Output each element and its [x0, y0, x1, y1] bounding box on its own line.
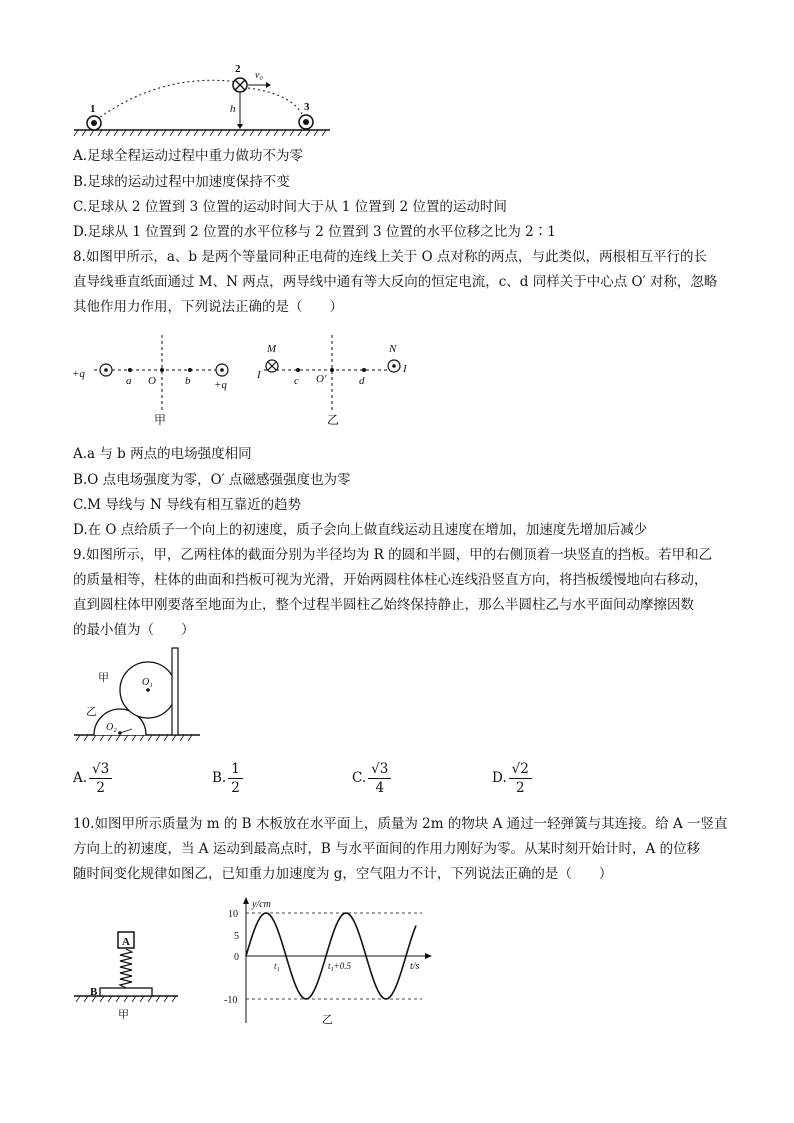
y-tick-neg10: -10 [224, 995, 238, 1006]
board-b [100, 988, 152, 996]
label-O: O [148, 375, 156, 387]
label-jia: 甲 [98, 672, 109, 684]
q9-stem-line-3: 直到圆柱体甲刚要落至地面为止，整个过程半圆柱乙始终保持静止，那么半圆柱乙与水平面间动摩擦因数 [73, 597, 694, 613]
caption-jia: 甲 [154, 413, 167, 427]
y-axis-label: y/cm [252, 899, 271, 910]
label-3: 3 [304, 101, 310, 113]
ball-2-icon [233, 78, 247, 92]
label-b: b [185, 375, 191, 387]
label-plus-q-right: +q [214, 379, 227, 391]
wire-m-into-page-icon [266, 360, 278, 372]
label-h: h [230, 103, 236, 115]
label-2: 2 [235, 63, 241, 75]
q9-option-b[interactable]: B. $\frac{1}{2}$ [212, 760, 243, 797]
q9-stem-line-1: 9.如图所示，甲，乙两柱体的截面分别为半径均为 R 的圆和半圆，甲的右侧顶着一块竖直的挡板。若甲和乙 [73, 547, 713, 563]
q8-option-b[interactable]: B.O 点电场强度为零，O′ 点磁感强强度也为零 [73, 472, 351, 488]
label-B: B [90, 986, 98, 998]
q9-option-c[interactable]: C. $\frac{√3}{4}$ [352, 760, 391, 797]
caption-yi: 乙 [327, 413, 340, 427]
label-I-left: I [257, 369, 261, 381]
x-tick-t1: t₁ [274, 961, 280, 971]
label-yi: 乙 [86, 706, 97, 718]
chart-caption: 乙 [322, 1014, 333, 1026]
q8-stem-line-3: 其他作用力作用，下列说法正确的是（ ） [73, 299, 343, 315]
q10-stem-line-3: 随时间变化规律如图乙，已知重力加速度为 g，空气阻力不计，下列说法正确的是（ ） [73, 866, 613, 882]
label-v0: v₀ [255, 70, 263, 81]
label-O2: O₂ [106, 722, 117, 733]
wire-n-out-of-page-icon [388, 360, 400, 372]
label-O-prime: O′ [316, 373, 327, 385]
y-tick-5: 5 [234, 931, 239, 942]
q9-option-a[interactable]: A. $\frac{√3}{2}$ [73, 760, 112, 797]
q10-stem-line-1: 10.如图甲所示质量为 m 的 B 木板放在水平面上，质量为 2m 的物块 A 通过一轻弹簧与其连接。给 A 一竖直 [73, 816, 728, 832]
positive-charge-right-icon [216, 364, 228, 376]
q8-option-c[interactable]: C.M 导线与 N 导线有相互靠近的趋势 [73, 497, 302, 513]
label-plus-q-left: +q [72, 368, 85, 380]
label-I-right: I [403, 363, 407, 375]
ball-1-icon [87, 116, 101, 130]
q9-stem-line-2: 的质量相等，柱体的曲面和挡板可视为光滑，开始两圆柱体柱心连线沿竖直方向，将挡板缓慢地向右移动， [73, 572, 708, 588]
q7-figure [72, 60, 332, 140]
spring [120, 949, 132, 988]
y-tick-0: 0 [234, 952, 239, 963]
label-N: N [389, 343, 397, 355]
q10-stem-line-2: 方向上的初速度，当 A 运动到最高点时，B 与水平面间的作用力刚好为零。从某时刻开始计时，A 的位移 [73, 841, 701, 857]
q7-option-a[interactable]: A.足球全程运动过程中重力做功不为零 [73, 148, 304, 164]
y-tick-10: 10 [228, 909, 238, 920]
q8-stem-line-1: 8.如图甲所示，a、b 是两个等量同种正电荷的连线上关于 O 点对称的两点，与此类似，两根相互平行的长 [73, 249, 708, 265]
q8-figure-jia [70, 330, 250, 430]
x-tick-t1-plus-half: t₁+0.5 [328, 961, 351, 971]
q7-option-b[interactable]: B.足球的运动过程中加速度保持不变 [73, 174, 290, 190]
q8-option-a[interactable]: A.a 与 b 两点的电场强度相同 [73, 446, 252, 462]
q7-option-d[interactable]: D.足球从 1 位置到 2 位置的水平位移与 2 位置到 3 位置的水平位移之比为 2∶1 [73, 224, 556, 240]
q8-option-d[interactable]: D.在 O 点给质子一个向上的初速度，质子会向上做直线运动且速度在增加，加速度先增加后减少 [73, 522, 648, 538]
ball-3-icon [299, 115, 313, 129]
q10-figure-jia [72, 920, 182, 1020]
label-d: d [359, 375, 365, 387]
q10-chart [222, 895, 442, 1035]
x-axis-label: t/s [410, 961, 420, 972]
q9-stem-line-4: 的最小值为（ ） [73, 622, 195, 638]
label-1: 1 [90, 103, 96, 115]
q8-figure-yi [250, 330, 420, 430]
q9-option-d[interactable]: D. $\frac{√2}{2}$ [492, 760, 532, 797]
caption-jia-10: 甲 [118, 1009, 129, 1020]
q7-option-c[interactable]: C.足球从 2 位置到 3 位置的运动时间大于从 1 位置到 2 位置的运动时间 [73, 199, 507, 215]
label-M: M [267, 343, 277, 355]
label-a: a [126, 375, 132, 387]
label-A: A [122, 936, 130, 948]
q9-figure [72, 645, 202, 745]
label-c: c [294, 375, 299, 387]
label-O1: O₁ [142, 677, 153, 688]
positive-charge-left-icon [100, 364, 112, 376]
q8-stem-line-2: 直导线垂直纸面通过 M、N 两点，两导线中通有等大反向的恒定电流，c、d 同样关于中心点 O′ 对称，忽略 [73, 274, 718, 290]
